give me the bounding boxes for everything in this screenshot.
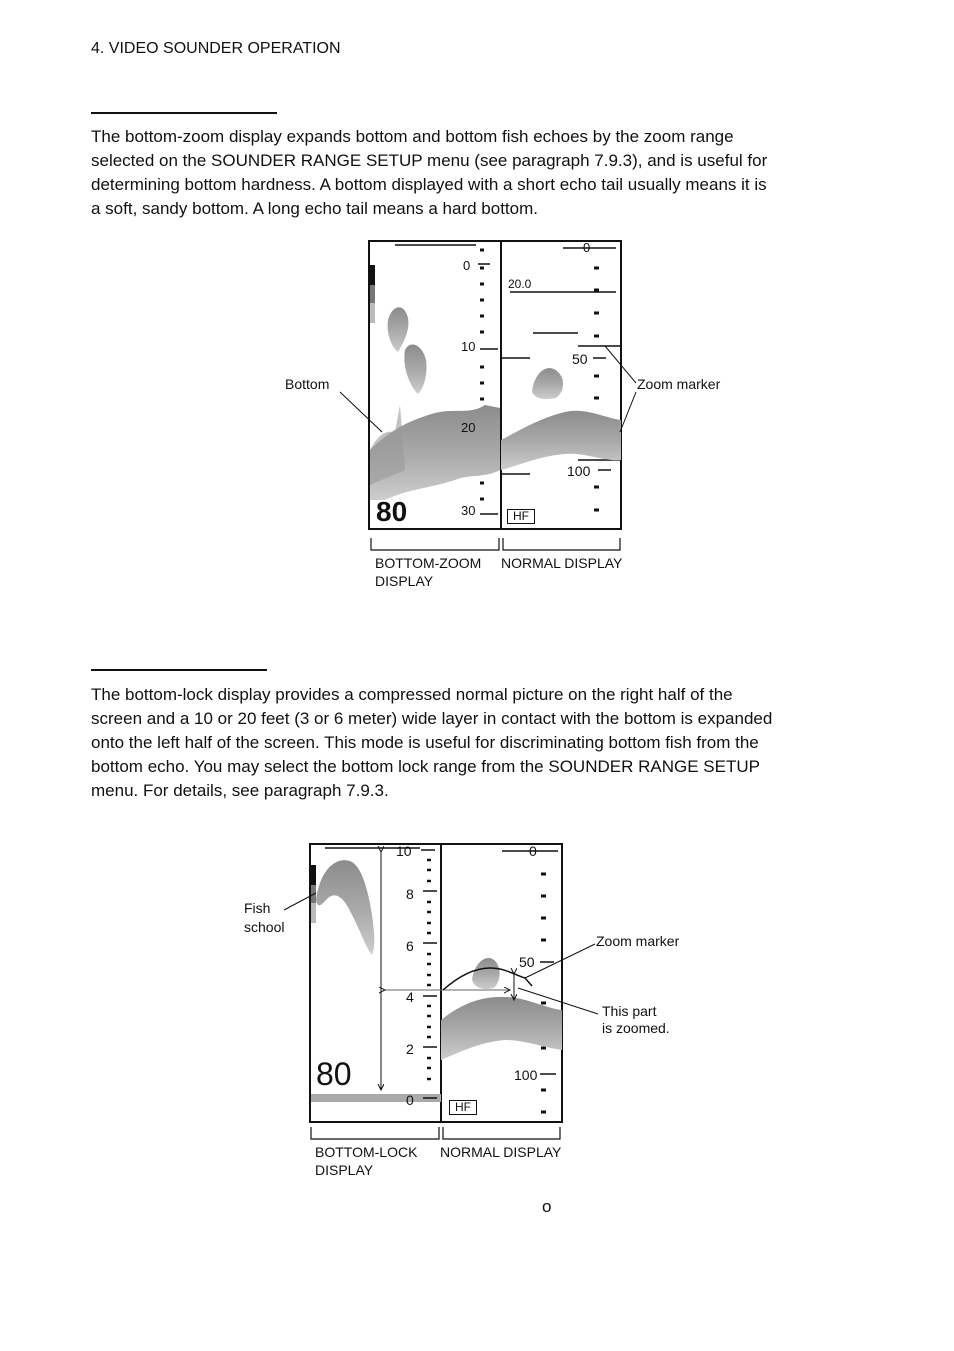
freq-badge: HF (449, 1100, 477, 1115)
left-scale-label: 30 (461, 503, 476, 518)
paragraph-line: bottom echo. You may select the bottom lock range from the SOUNDER RANGE SETUP (91, 757, 760, 776)
caption-line: BOTTOM-LOCK (315, 1144, 418, 1160)
paragraph-line: selected on the SOUNDER RANGE SETUP menu (see paragraph 7.9.3), and is useful for (91, 151, 768, 170)
caption-line: DISPLAY (375, 573, 434, 589)
callout-line-text: school (244, 919, 285, 935)
paragraph-line: determining bottom hardness. A bottom displayed with a short echo tail usually means it is (91, 175, 767, 194)
color-bar (311, 865, 316, 885)
bottom-line (311, 1094, 441, 1102)
paragraph-line: onto the left half of the screen. This mode is useful for discriminating bottom fish from the (91, 733, 759, 752)
color-bar (311, 903, 316, 923)
left-scale-label: 20 (461, 420, 476, 435)
right-scale-label: 0 (529, 843, 537, 859)
left-scale-label: 2 (406, 1041, 414, 1057)
caption-brackets (311, 1127, 560, 1139)
gain-readout: 80 (376, 496, 408, 527)
caption-line: DISPLAY (315, 1162, 374, 1178)
left-scale-label: 0 (406, 1092, 414, 1108)
callout-zoomed-part (602, 1003, 670, 1037)
paragraph-line: a soft, sandy bottom. A long echo tail means a hard bottom. (91, 199, 538, 218)
caption-line: BOTTOM-ZOOM (375, 555, 482, 571)
left-scale-label: 0 (463, 258, 471, 273)
left-scale-label: 10 (396, 843, 412, 859)
callout-zoom-marker: Zoom marker (596, 933, 680, 949)
caption-normal-display: NORMAL DISPLAY (501, 555, 623, 571)
callout-bottom: Bottom (285, 376, 330, 392)
caption-normal-display: NORMAL DISPLAY (440, 1144, 562, 1160)
left-scale-label: 6 (406, 938, 414, 954)
freq-badge: HF (507, 509, 535, 524)
callout-line-text: This part (602, 1003, 657, 1019)
callout-line-text: Fish (244, 900, 271, 916)
paragraph-line: The bottom-zoom display expands bottom and bottom fish echoes by the zoom range (91, 127, 734, 146)
paragraph-line: menu. For details, see paragraph 7.9.3. (91, 781, 389, 800)
left-scale-label: 8 (406, 886, 414, 902)
section-header: 4. VIDEO SOUNDER OPERATION (91, 40, 341, 57)
callout-zoom-marker: Zoom marker (637, 376, 721, 392)
right-scale-label: 100 (567, 463, 591, 479)
left-scale-label: 10 (461, 339, 476, 354)
paragraph-line: The bottom-lock display provides a compressed normal picture on the right half of the (91, 685, 733, 704)
shift-value: 20.0 (508, 277, 532, 291)
right-scale-label: 100 (514, 1067, 538, 1083)
right-scale-label: 50 (519, 954, 535, 970)
paragraph-line: screen and a 10 or 20 feet (3 or 6 meter) wide layer in contact with the bottom is expanded (91, 709, 773, 728)
callout-line-text: is zoomed. (602, 1020, 670, 1036)
page-mark: o (542, 1197, 552, 1216)
caption-bottom-lock (315, 1143, 417, 1179)
left-scale-label: 4 (406, 989, 414, 1005)
callout-fish-school (244, 899, 284, 937)
right-scale-label: 50 (572, 351, 588, 367)
gain-readout: 80 (316, 1056, 352, 1092)
right-scale-label: 0 (583, 240, 591, 255)
